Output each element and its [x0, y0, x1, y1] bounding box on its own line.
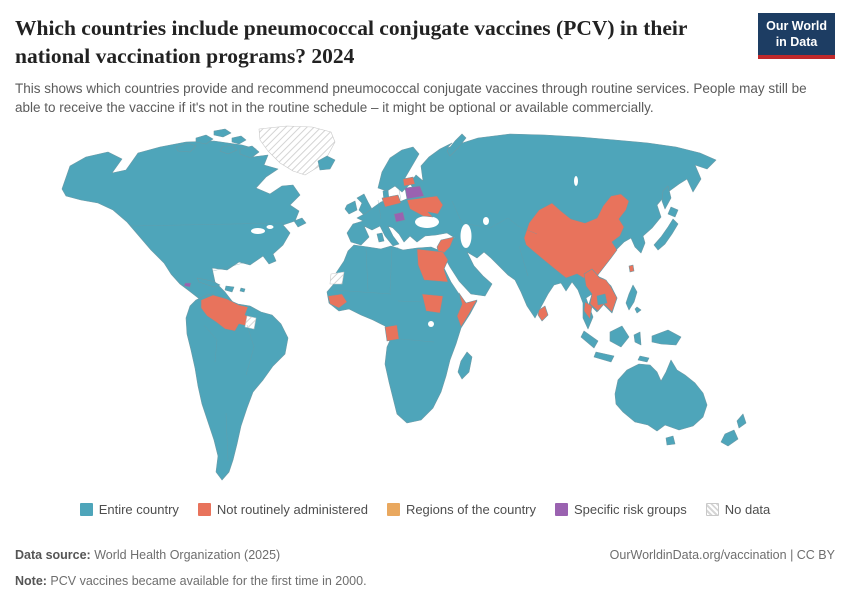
region-new-guinea[interactable]: [652, 330, 681, 345]
note-value: PCV vaccines became available for the first time in 2000.: [46, 573, 367, 588]
region-jamaica-risk-groups[interactable]: [184, 283, 191, 287]
region-sardinia[interactable]: [377, 233, 384, 242]
map-legend: [0, 502, 850, 517]
legend-item-entire-country[interactable]: [80, 502, 179, 517]
legend-swatch-regions-of-the-country: [387, 503, 400, 516]
region-tasmania[interactable]: [666, 436, 675, 445]
legend-label: Specific risk groups: [574, 501, 687, 517]
lake-baikal: [574, 176, 578, 186]
region-north-america[interactable]: [62, 141, 300, 317]
region-japan[interactable]: [654, 219, 678, 250]
legend-label: Regions of the country: [405, 501, 537, 517]
legend-item-specific-risk-groups[interactable]: [555, 502, 687, 517]
chart-subtitle: This shows which countries provide and recommend pneumococcal conjugate vaccines through routine services. People may still be able to receive the vaccine if it's not in the routine schedule – it might be optional or available commercially.: [15, 80, 807, 116]
landmasses: [62, 126, 746, 480]
region-australia[interactable]: [615, 360, 707, 431]
data-source-label: Data source:: [15, 548, 91, 562]
region-sumatra[interactable]: [581, 331, 598, 348]
legend-item-regions-of-the-country[interactable]: [387, 502, 536, 517]
lake-victoria: [428, 321, 434, 327]
legend-swatch-entire-country: [80, 503, 93, 516]
owid-logo-line1: Our World: [766, 19, 827, 33]
region-borneo[interactable]: [610, 326, 629, 347]
region-ireland[interactable]: [345, 201, 357, 214]
legend-item-no-data[interactable]: [706, 502, 771, 517]
caspian-sea: [461, 224, 472, 248]
region-hispaniola[interactable]: [225, 286, 234, 292]
legend-item-not-routinely-administered[interactable]: [198, 502, 368, 517]
legend-swatch-no-data: [706, 503, 719, 516]
world-map[interactable]: [0, 120, 850, 500]
legend-label: Entire country: [98, 501, 179, 517]
black-sea: [415, 216, 439, 228]
region-cambodia[interactable]: [597, 294, 607, 305]
region-puerto-rico[interactable]: [240, 288, 245, 292]
region-sulawesi[interactable]: [634, 332, 641, 345]
region-hokkaido[interactable]: [668, 207, 678, 217]
legend-label: No data: [724, 501, 771, 517]
region-new-zealand-north[interactable]: [737, 414, 746, 428]
region-arctic-island[interactable]: [214, 129, 231, 137]
owid-link[interactable]: OurWorldinData.org/vaccination | CC BY: [609, 548, 835, 562]
owid-logo-line2: in Data: [775, 34, 818, 49]
legend-label: Not routinely administered: [216, 501, 368, 517]
legend-swatch-not-routinely-administered: [198, 503, 211, 516]
region-java[interactable]: [594, 352, 614, 362]
aral-sea: [483, 217, 489, 225]
region-gabon-not-routine[interactable]: [385, 325, 399, 341]
region-philippines-south[interactable]: [635, 307, 641, 313]
region-taiwan-not-routine[interactable]: [629, 265, 634, 272]
note-line: [15, 569, 835, 595]
region-philippines[interactable]: [626, 285, 637, 310]
region-western-sahara-no-data[interactable]: [330, 272, 344, 284]
region-arctic-island[interactable]: [232, 136, 246, 144]
owid-logo[interactable]: [758, 13, 835, 59]
page-title: Which countries include pneumococcal conjugate vaccines (PCV) in their national vaccination programs? 2024: [15, 16, 688, 69]
region-bosnia-risk-groups[interactable]: [394, 212, 405, 222]
legend-swatch-specific-risk-groups: [555, 503, 568, 516]
chart-header: [0, 0, 850, 118]
region-lesser-sunda[interactable]: [638, 356, 649, 362]
great-lakes: [251, 228, 265, 234]
chart-footer: [15, 543, 835, 594]
great-lakes-east: [267, 225, 274, 229]
region-new-zealand-south[interactable]: [721, 430, 738, 446]
data-source-value: World Health Organization (2025): [90, 548, 281, 562]
note-label: Note:: [15, 573, 47, 588]
region-suriname-no-data[interactable]: [245, 316, 256, 329]
region-madagascar[interactable]: [458, 352, 472, 379]
